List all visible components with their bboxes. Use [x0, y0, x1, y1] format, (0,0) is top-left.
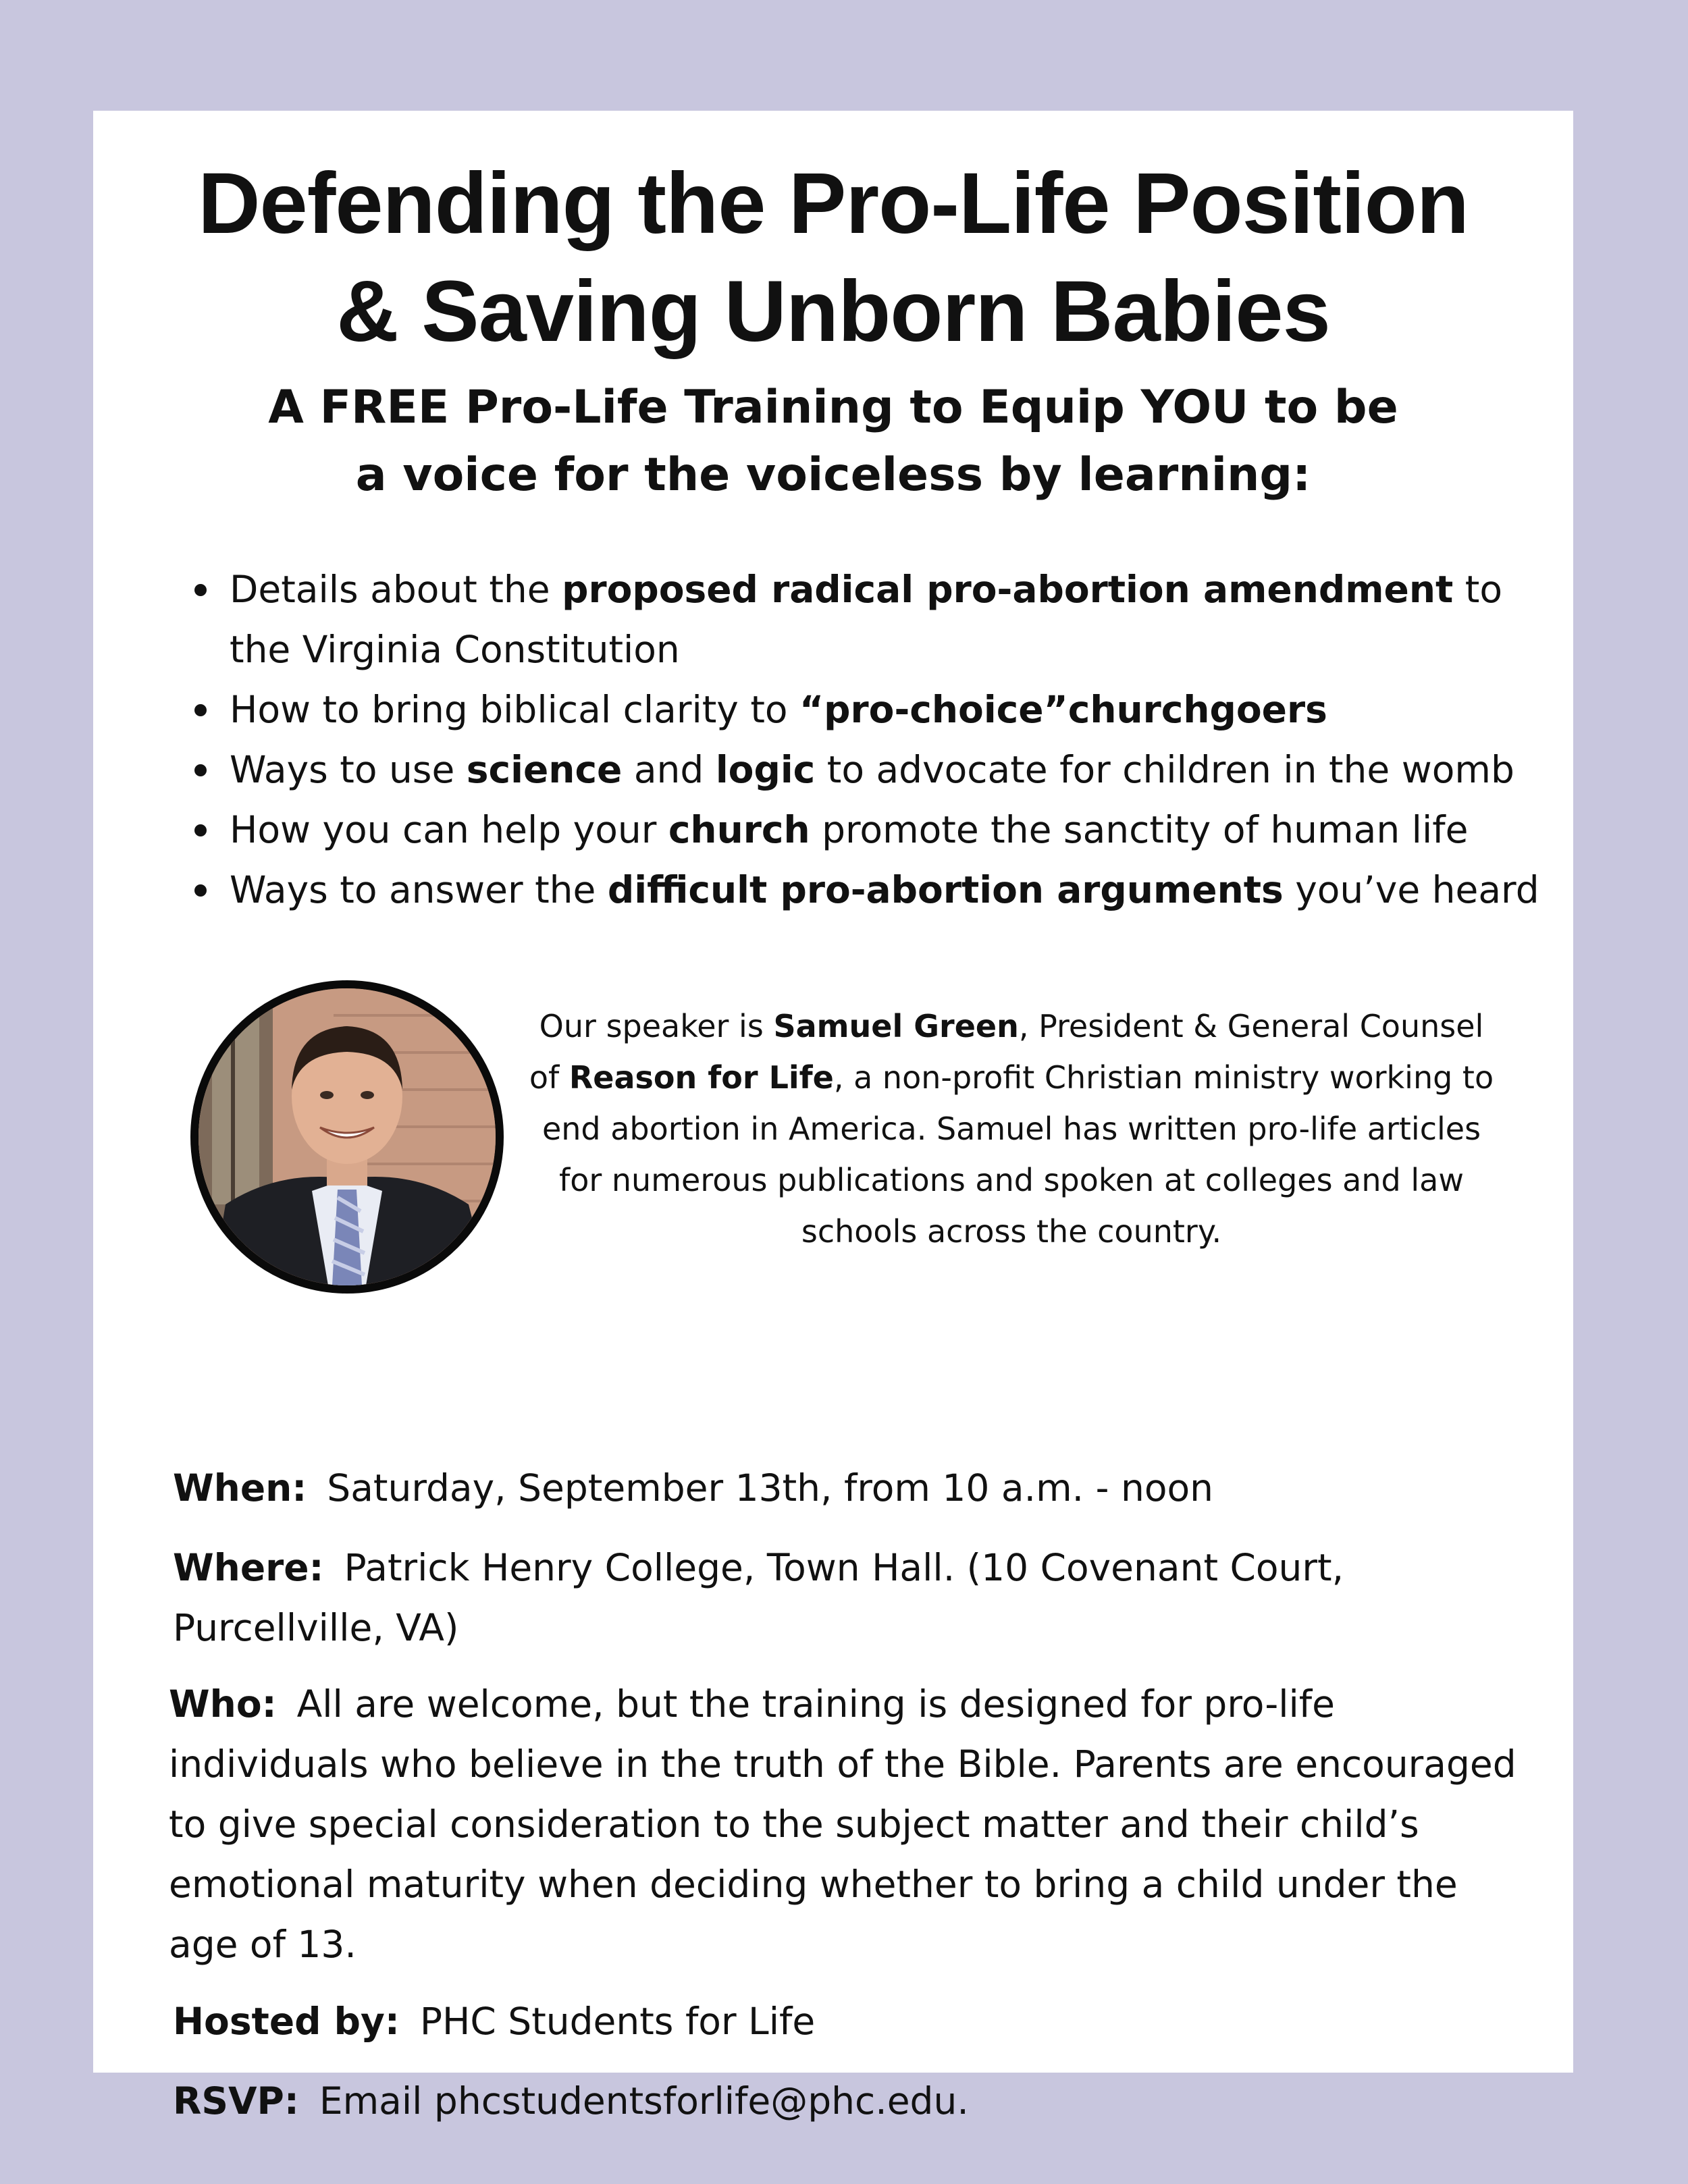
- when-row: [173, 1458, 1523, 1518]
- flyer-subtitle: [93, 374, 1573, 509]
- speaker-name: Samuel Green: [773, 1008, 1019, 1044]
- flyer-title: [93, 150, 1573, 366]
- title-line-2: & Saving Unborn Babies: [336, 263, 1330, 360]
- title-line-1: Defending the Pro-Life Position: [198, 155, 1469, 252]
- flyer-card: [93, 111, 1573, 2123]
- topic-item: Ways to answer the difficult pro-abortion arguments you’ve heard: [181, 860, 1552, 920]
- rsvp-value[interactable]: Email phcstudentsforlife@phc.edu.: [319, 2079, 969, 2123]
- hosted-value: PHC Students for Life: [419, 2000, 816, 2043]
- when-label: When:: [173, 1466, 307, 1510]
- where-row: [173, 1538, 1456, 1658]
- subtitle-line-2: a voice for the voiceless by learning:: [355, 448, 1311, 502]
- topic-item: Details about the proposed radical pro-abortion amendment to the Virginia Constitution: [181, 560, 1552, 680]
- where-value: Patrick Henry College, Town Hall. (10 Covenant Court, Purcellville, VA): [173, 1546, 1344, 1649]
- hosted-row: [173, 1992, 1523, 2052]
- rsvp-row: [173, 2071, 1523, 2131]
- who-value: All are welcome, but the training is designed for pro-life individuals who believe in the truth of the Bible. Parents are encouraged to give special consideration to the subject matter and their child’s emotional maturity when deciding whether to bring a child under the age of 13.: [169, 1682, 1516, 1966]
- topic-item: How you can help your church promote the sanctity of human life: [181, 800, 1552, 860]
- topic-item: How to bring biblical clarity to “pro-choice”churchgoers: [181, 680, 1552, 740]
- who-label: Who:: [169, 1682, 277, 1726]
- topics-list: [181, 560, 1552, 920]
- rsvp-label: RSVP:: [173, 2079, 299, 2123]
- speaker-photo: [190, 980, 504, 1294]
- speaker-bio: Our speaker is Samuel Green, President & General Counsel of Reason for Life, a non-profit Christian ministry working to end abortion in America. Samuel has written pro-life articles for numerous publications and spoken at colleges and law schools across the country.: [529, 1008, 1494, 1250]
- subtitle-line-1: A FREE Pro-Life Training to Equip YOU to be: [268, 381, 1398, 434]
- who-row: [169, 1674, 1533, 1975]
- where-label: Where:: [173, 1546, 324, 1589]
- speaker-org: Reason for Life: [569, 1059, 834, 1096]
- topic-item: Ways to use science and logic to advocate for children in the womb: [181, 740, 1552, 800]
- hosted-label: Hosted by:: [173, 2000, 400, 2043]
- when-value: Saturday, September 13th, from 10 a.m. - noon: [327, 1466, 1213, 1510]
